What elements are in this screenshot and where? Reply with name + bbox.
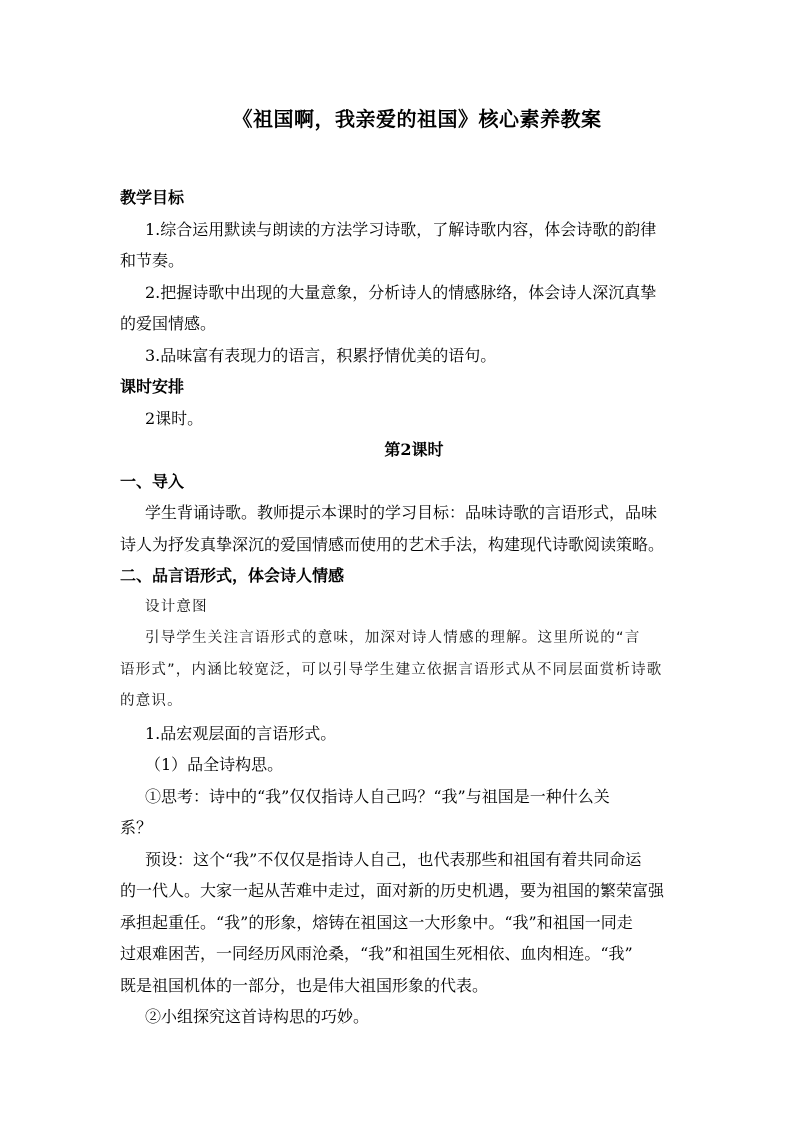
subsection-1-1: （1）品全诗构思。 [145,755,284,774]
subsection-1: 1.品宏观层面的言语形式。 [145,723,337,743]
answer-line-2: 的一代人。大家一起从苦难中走过，面对新的历史机遇，要为祖国的繁荣富强 [120,881,665,900]
objective-3: 3.品味富有表现力的语言，积累抒情优美的语句。 [145,345,497,365]
design-intent-label: 设计意图 [145,598,208,615]
part-1-line-2: 诗人为抒发真挚深沉的爱国情感而使用的艺术手法，构建现代诗歌阅读策略。 [120,534,665,554]
part-2-heading: 二、品言语形式，体会诗人情感 [120,566,345,585]
design-intent-line-2: 语形式”，内涵比较宽泛，可以引导学生建立依据言语形式从不同层面赏析诗歌 [120,661,663,678]
schedule-text: 2课时。 [145,408,204,428]
question-2: ②小组探究这首诗构思的巧妙。 [145,1007,370,1026]
answer-line-3: 承担起重任。“我”的形象，熔铸在祖国这一大形象中。“我”和祖国一同走 [120,912,633,932]
design-intent-line-3: 的意识。 [120,693,183,709]
answer-line-4: 过艰难困苦，一同经历风雨沧桑，“我”和祖国生死相依、血肉相连。“我” [120,944,633,963]
lesson-heading: 第2课时 [384,440,444,459]
design-intent-line-1: 引导学生关注言语形式的意味，加深对诗人情感的理解。这里所说的“言 [145,630,641,646]
section-heading-objectives: 教学目标 [120,188,185,207]
answer-line-1: 预设：这个“我”不仅仅是指诗人自己，也代表那些和祖国有着共同命运 [145,849,642,869]
part-1-heading: 一、导入 [120,471,185,491]
section-heading-schedule: 课时安排 [120,377,185,396]
document-body [120,182,676,1033]
answer-line-5: 既是祖国机体的一部分，也是伟大祖国形象的代表。 [120,975,489,995]
objective-1-line-1: 1.综合运用默读与朗读的方法学习诗歌，了解诗歌内容，体会诗歌的韵律 [145,219,657,239]
question-1-line-2: 系？ [120,818,153,837]
objective-2-line-2: 的爱国情感。 [120,314,217,333]
objective-1-line-2: 和节奏。 [120,251,185,270]
question-1-line-1: ①思考：诗中的“我”仅仅指诗人自己吗？“我”与祖国是一种什么关 [145,786,610,806]
part-1-line-1: 学生背诵诗歌。教师提示本课时的学习目标：品味诗歌的言语形式，品味 [145,503,658,522]
objective-2-line-1: 2.把握诗歌中出现的大量意象，分析诗人的情感脉络，体会诗人深沉真挚 [145,282,657,302]
document-title: 《祖国啊，我亲爱的祖国》核心素养教案 [232,107,602,131]
